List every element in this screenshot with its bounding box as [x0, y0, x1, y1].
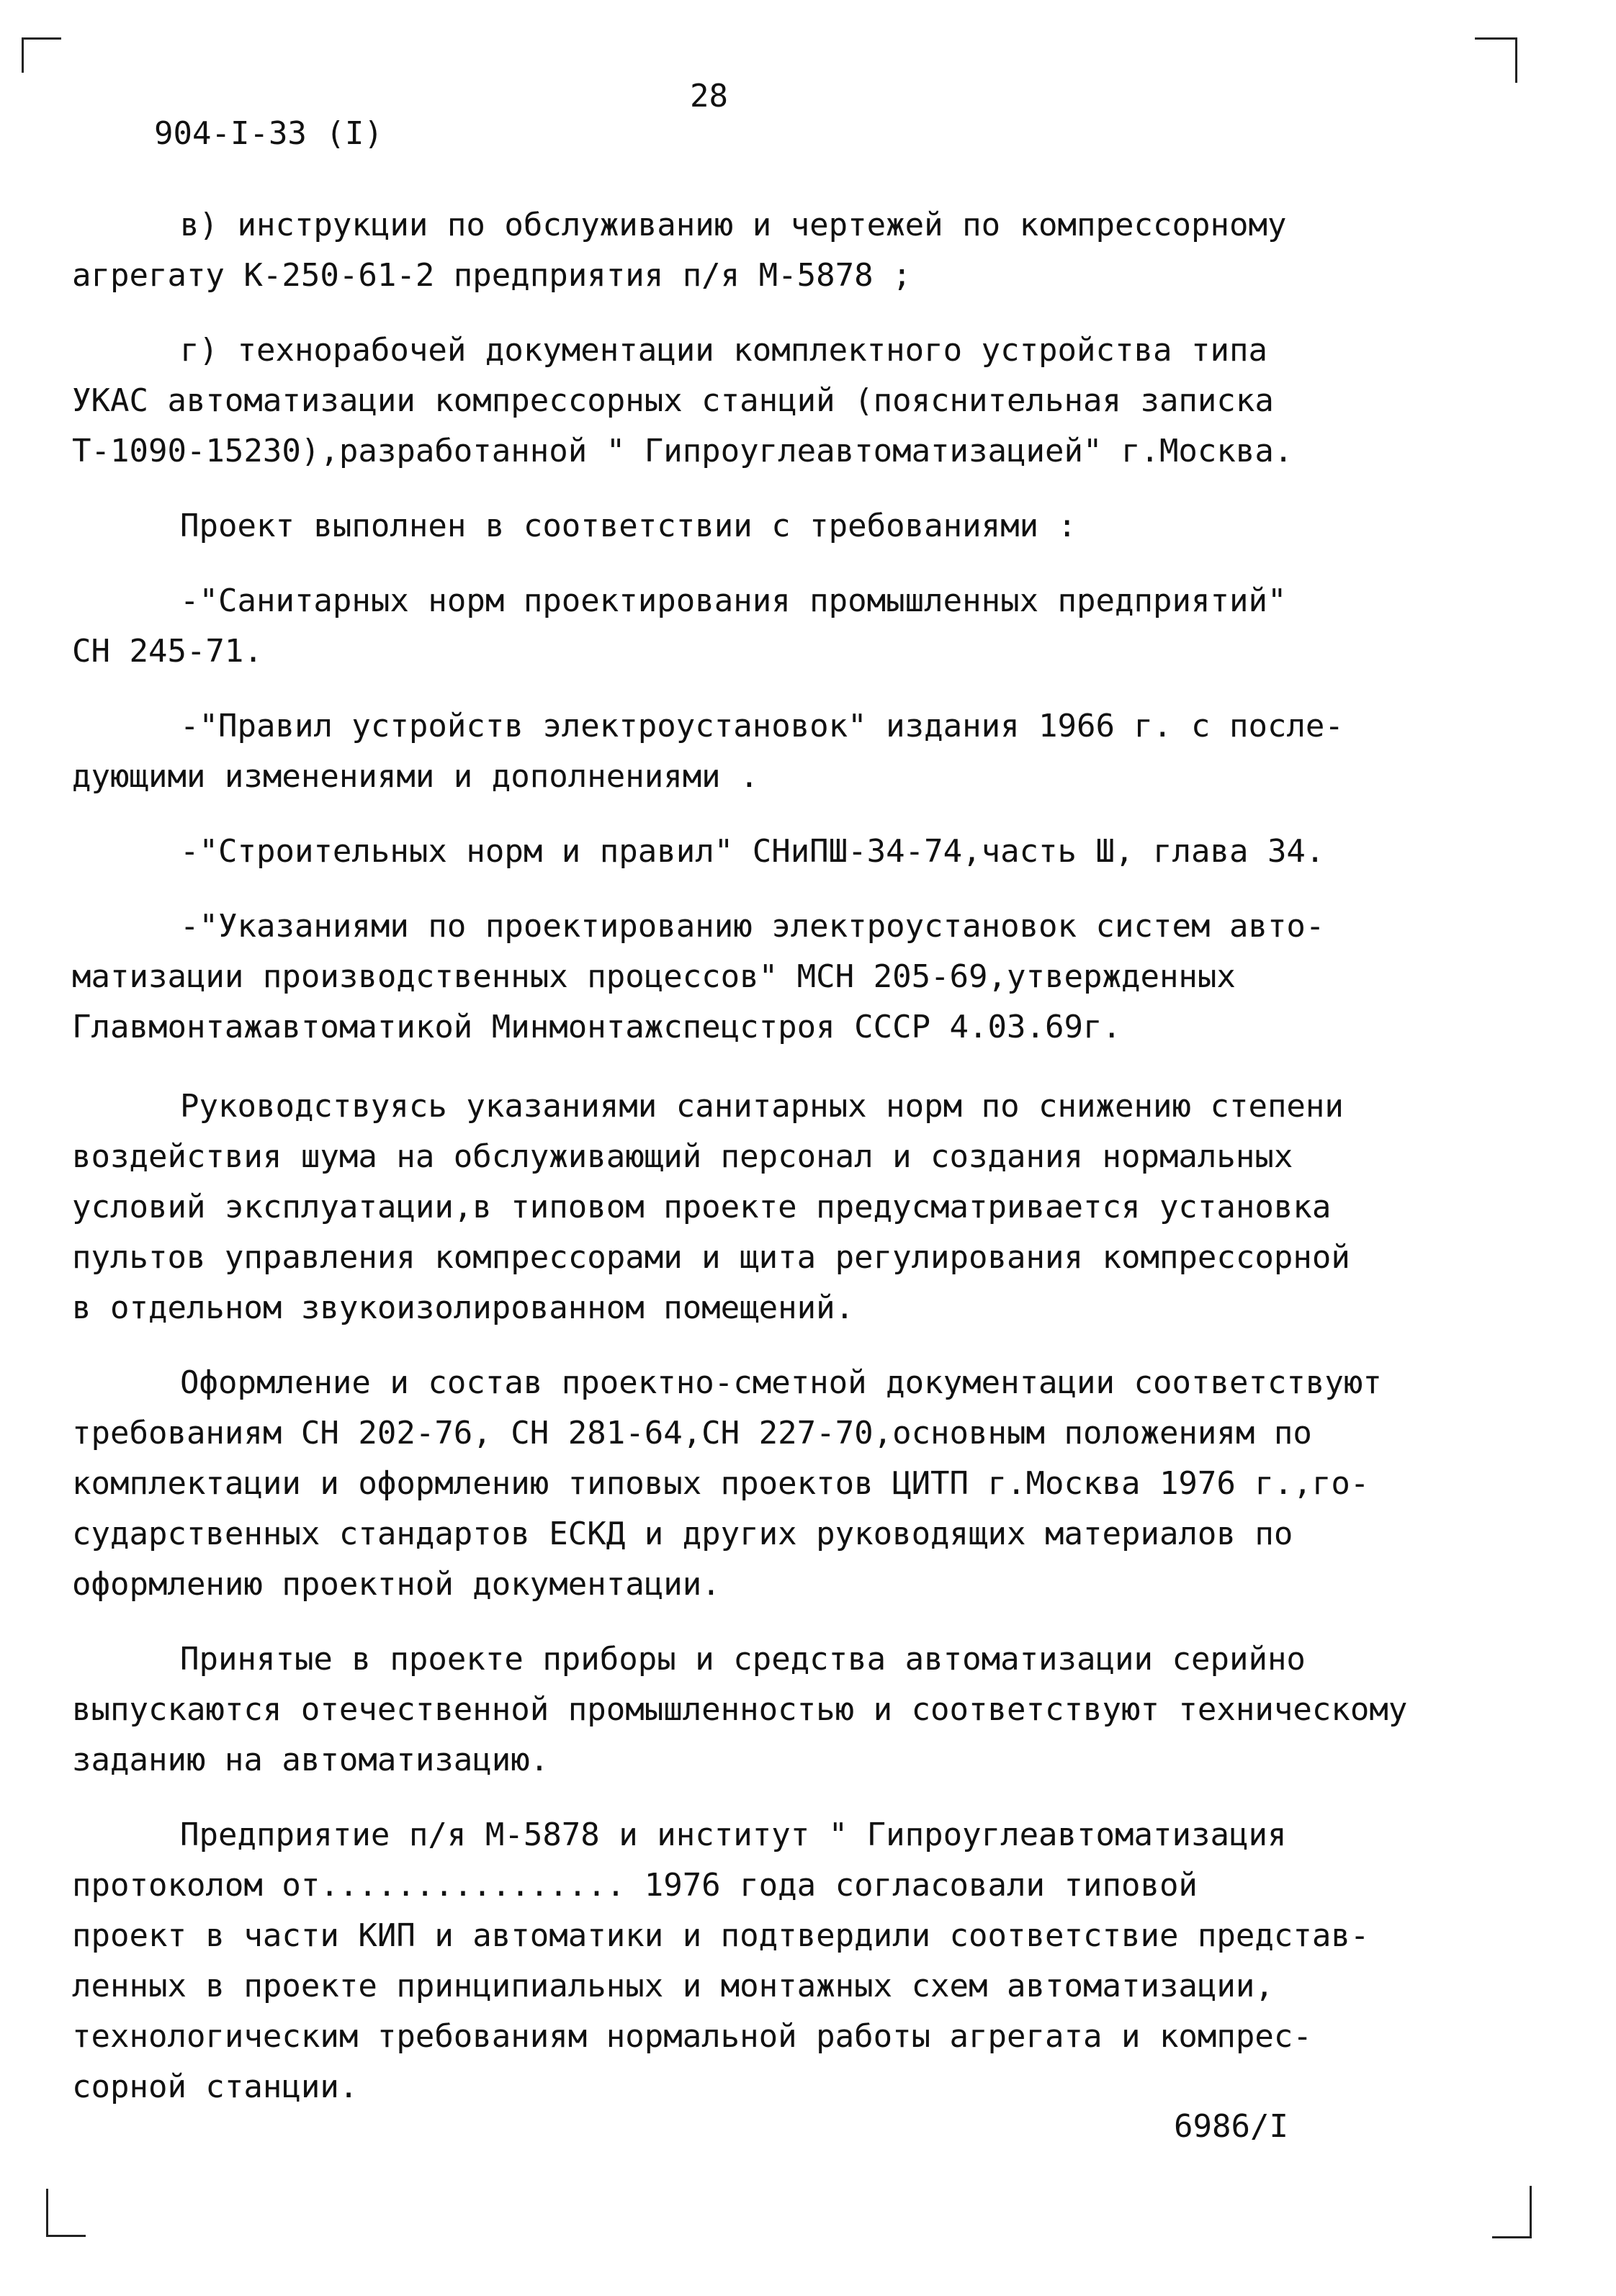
footer-code: 6986/I: [1174, 2108, 1288, 2145]
paragraph-requirements-intro: Проект выполнен в соответствии с требованиями :: [180, 508, 1077, 544]
corner-mark-top-left: [22, 37, 61, 73]
paragraph-building-norms: -"Строительных норм и правил" СНиПШ-34-74,часть Ш, глава 34.: [180, 833, 1325, 870]
paragraph-noise-reduction: Руководствуясь указаниями санитарных норм по снижению степени воздействия шума на обслуживающий персонал и создания нормальных условий эксплуатации,в типовом проекте предусматривается установка пультов управления компрессорами и щита регулирования компрессорной в отдельном звукоизолированном помещений.: [72, 1088, 1350, 1326]
paragraph-sanitary-norms: -"Санитарных норм проектирования промышленных предприятий" СН 245-71.: [72, 582, 1287, 670]
page-number: 28: [690, 78, 728, 114]
paragraph-documentation-standards: Оформление и состав проектно-сметной документации соответствуют требованиям СН 202-76, СН 281-64,СН 227-70,основным положениям по комплектации и оформлению типовых проектов ЦИТП г.Москва 1976 г.,го- сударственных стандартов ЕСКД и других руководящих материалов по оформлению проектной документации.: [72, 1364, 1382, 1603]
paragraph-approval: Предприятие п/я М-5878 и институт " Гипроуглеавтоматизация протоколом от................ 1976 года согласовали типовой проект в части КИП и автоматики и подтвердили соответствие представ- ленных в проекте принципиальных и монтажных схем автоматизации, технологическим требованиям нормальной работы агрегата и компрес- сорной станции.: [72, 1816, 1370, 2105]
corner-mark-bottom-right: [1492, 2186, 1532, 2238]
paragraph-design-guidelines: -"Указаниями по проектированию электроустановок систем авто- матизации производственных процессов" МСН 205-69,утвержденных Главмонтажавтоматикой Минмонтажспецстроя СССР 4.03.69г.: [72, 908, 1325, 1045]
paragraph-item-g: г) технорабочей документации комплектного устройства типа УКАС автоматизации компрессорных станций (пояснительная записка Т-1090-15230),разработанной " Гипроуглеавтоматизацией" г.Москва.: [72, 332, 1293, 469]
document-code: 904-I-33 (I): [154, 115, 383, 152]
paragraph-equipment: Принятые в проекте приборы и средства автоматизации серийно выпускаются отечественной промышленностью и соответствуют техническому заданию на автоматизацию.: [72, 1641, 1408, 1778]
corner-mark-bottom-left: [46, 2189, 86, 2237]
corner-mark-top-right: [1475, 37, 1517, 83]
document-body: [72, 200, 1581, 2137]
paragraph-item-v: в) инструкции по обслуживанию и чертежей по компрессорному агрегату К-250-61-2 предприятия п/я М-5878 ;: [72, 207, 1287, 294]
paragraph-electrical-rules: -"Правил устройств электроустановок" издания 1966 г. с после- дующими изменениями и дополнениями .: [72, 708, 1344, 795]
